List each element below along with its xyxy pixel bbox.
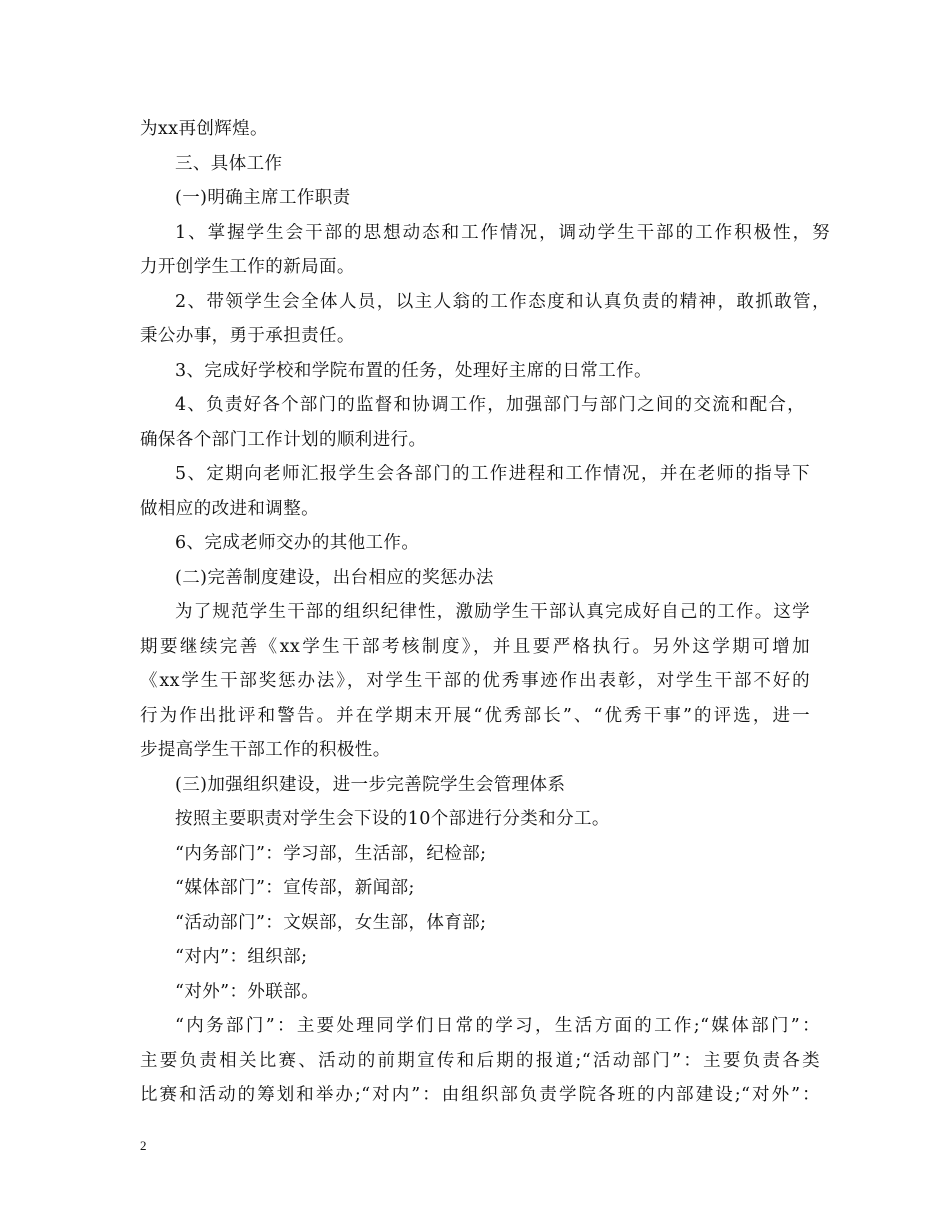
list-item: “对外”：外联部。: [175, 981, 319, 1002]
text-line: 比赛和活动的筹划和举办;“对内”：由组织部负责学院各班的内部建设;“对外”：: [140, 1085, 820, 1105]
text-line: 2、带领学生会全体人员，以主人翁的工作态度和认真负责的精神，敢抓敢管，: [175, 291, 830, 312]
text-line: “内务部门”：主要处理同学们日常的学习，生活方面的工作;“媒体部门”：: [175, 1016, 820, 1036]
section-heading: 三、具体工作: [175, 153, 283, 174]
text-line: 做相应的改进和调整。: [140, 498, 319, 519]
text-line: 3、完成好学校和学院布置的任务，处理好主席的日常工作。: [175, 360, 652, 381]
list-item: “活动部门”：文娱部，女生部，体育部;: [175, 912, 487, 933]
subsection-heading: (一)明确主席工作职责: [175, 188, 351, 208]
text-line: 秉公办事，勇于承担责任。: [140, 326, 355, 346]
text-line: 为xx再创辉煌。: [140, 119, 268, 139]
text-line: 力开创学生工作的新局面。: [140, 257, 355, 277]
text-line: 确保各个部门工作计划的顺利进行。: [140, 429, 427, 450]
list-item: “对内”：组织部;: [175, 947, 308, 967]
subsection-heading: (二)完善制度建设，出台相应的奖惩办法: [175, 567, 494, 588]
page-number: 2: [140, 1138, 147, 1153]
list-item: “媒体部门”：宣传部，新闻部;: [175, 878, 415, 898]
text-line: 行为作出批评和警告。并在学期末开展“优秀部长”、“优秀干事”的评选，进一: [140, 705, 810, 726]
text-line: 1、掌握学生会干部的思想动态和工作情况，调动学生干部的工作积极性，努: [175, 222, 830, 243]
text-line: 按照主要职责对学生会下设的10个部进行分类和分工。: [175, 809, 610, 829]
text-line: 《xx学生干部奖惩办法》，对学生干部的优秀事迹作出表彰，对学生干部不好的: [140, 671, 810, 691]
text-line: 期要继续完善《xx学生干部考核制度》，并且要严格执行。另外这学期可增加: [140, 636, 810, 657]
text-line: 5、定期向老师汇报学生会各部门的工作进程和工作情况，并在老师的指导下: [175, 464, 810, 484]
list-item: “内务部门”：学习部，生活部，纪检部;: [175, 843, 487, 864]
text-line: 4、负责好各个部门的监督和协调工作，加强部门与部门之间的交流和配合，: [175, 395, 805, 415]
subsection-heading: (三)加强组织建设，进一步完善院学生会管理体系: [175, 774, 566, 795]
text-line: 6、完成老师交办的其他工作。: [175, 533, 420, 553]
text-line: 为了规范学生干部的组织纪律性，激励学生干部认真完成好自己的工作。这学: [175, 602, 810, 622]
text-line: 步提高学生干部工作的积极性。: [140, 740, 391, 760]
document-body: [140, 112, 830, 1113]
text-line: 主要负责相关比赛、活动的前期宣传和后期的报道;“活动部门”：主要负责各类: [140, 1050, 820, 1071]
